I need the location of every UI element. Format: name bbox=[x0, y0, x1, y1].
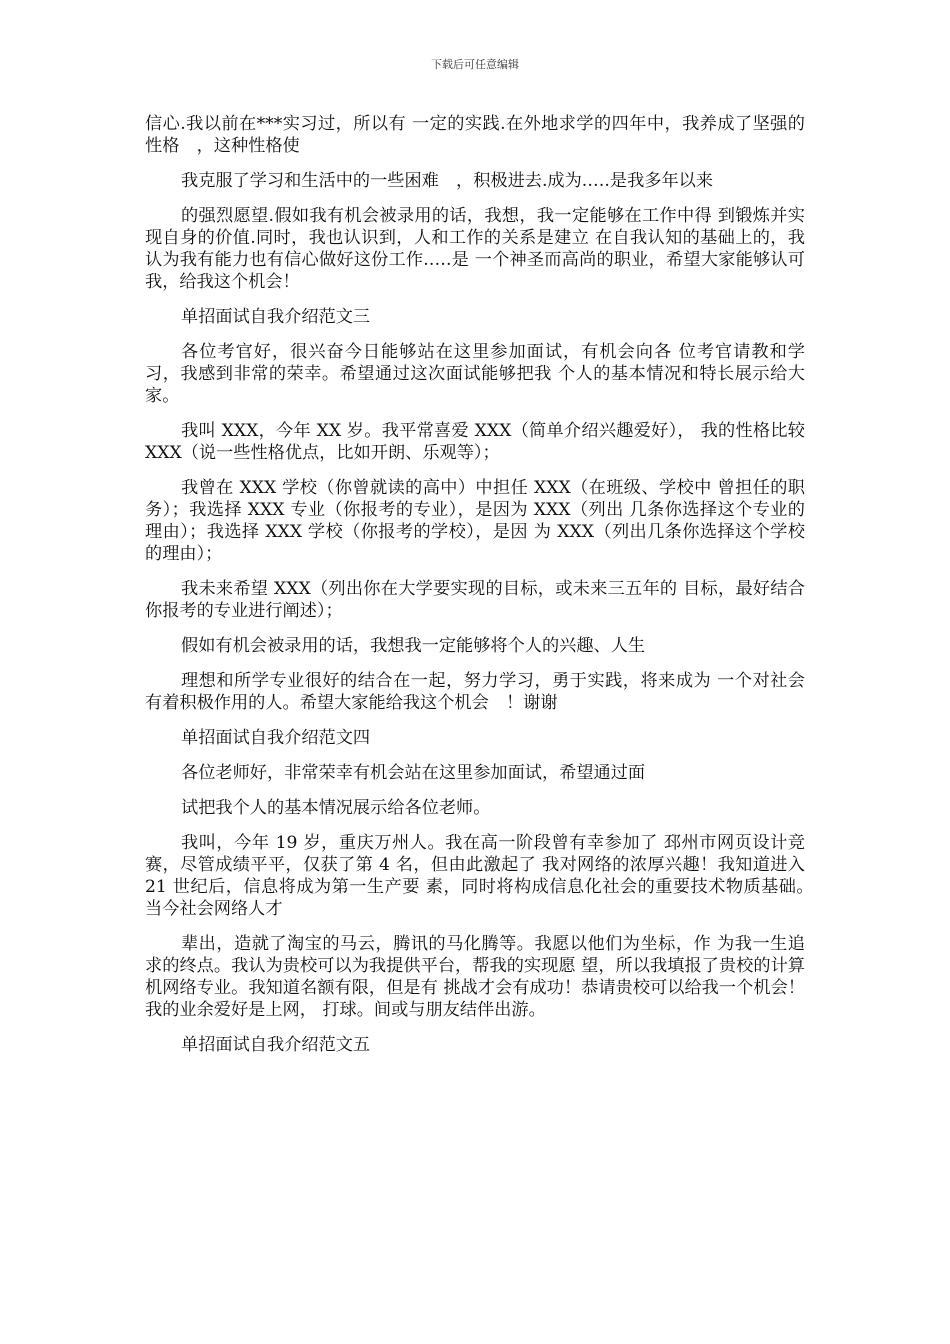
document-body bbox=[145, 113, 823, 1069]
section-heading: 单招面试自我介绍范文五 bbox=[181, 1035, 371, 1055]
page-header: 下载后可任意编辑 bbox=[431, 58, 519, 71]
section-heading: 单招面试自我介绍范文四 bbox=[181, 728, 371, 748]
paragraph: 各位考官好，很兴奋今日能够站在这里参加面试，有机会向各 位考官请教和学习，我感到非常的荣幸。希望通过这次面试能够把我 个人的基本情况和特长展示给大家。 bbox=[145, 342, 805, 406]
paragraph: 我未来希望 XXX（列出你在大学要实现的目标，或未来三五年的 目标，最好结合你报考的专业进行阐述）； bbox=[145, 579, 805, 621]
paragraph: 假如有机会被录用的话，我想我一定能够将个人的兴趣、人生 bbox=[181, 636, 646, 656]
paragraph: 我曾在 XXX 学校（你曾就读的高中）中担任 XXX（在班级、学校中 曾担任的职务）；我选择 XXX 专业（你报考的专业），是因为 XXX（列出 几条你选择这个专业的理由）；我选择 XXX 学校（你报考的学校），是因 为 XXX（列出几条你选择这个学校的理由）； bbox=[145, 478, 805, 564]
section-heading: 单招面试自我介绍范文三 bbox=[181, 307, 371, 327]
paragraph: 我叫 XXX，今年 XX 岁。我平常喜爱 XXX（简单介绍兴趣爱好）， 我的性格比较 XXX（说一些性格优点，比如开朗、乐观等）； bbox=[145, 421, 805, 463]
paragraph: 我叫，今年 19 岁，重庆万州人。我在高一阶段曾有幸参加了 邳州市网页设计竞赛，尽管成绩平平，仅获了第 4 名，但由此激起了 我对网络的浓厚兴趣！我知道进入 21 世纪后，信息将成为第一生产要 素，同时将构成信息化社会的重要技术物质基础。 当今社会网络人才 bbox=[145, 833, 823, 919]
paragraph: 辈出，造就了淘宝的马云，腾讯的马化腾等。我愿以他们为坐标，作 为我一生追求的终点。我认为贵校可以为我提供平台，帮我的实现愿 望，所以我填报了贵校的计算机网络专业。我知道名额有限，但是有 挑战才会有成功！恭请贵校可以给我一个机会！我的业余爱好是上网， 打球。间或与朋友结伴出游。 bbox=[145, 934, 805, 1020]
paragraph: 的强烈愿望.假如我有机会被录用的话，我想，我一定能够在工作中得 到锻炼并实现自身的价值.同时，我也认识到，人和工作的关系是建立 在自我认知的基础上的，我认为我有能力也有信心做好这份工作.….是 一个神圣而高尚的职业，希望大家能够认可我，给我这个机会！ bbox=[145, 206, 805, 292]
paragraph: 我克服了学习和生活中的一些困难 ，积极进去.成为.….是我多年以来 bbox=[181, 171, 714, 191]
paragraph: 信心.我以前在***实习过，所以有 一定的实践.在外地求学的四年中，我养成了坚强的性格 ，这种性格使 bbox=[145, 114, 805, 156]
paragraph: 各位老师好，非常荣幸有机会站在这里参加面试，希望通过面 bbox=[181, 763, 646, 783]
paragraph: 试把我个人的基本情况展示给各位老师。 bbox=[181, 798, 491, 818]
paragraph: 理想和所学专业很好的结合在一起，努力学习，勇于实践，将来成为 一个对社会有着积极作用的人。希望大家能给我这个机会 ！谢谢 bbox=[145, 671, 805, 713]
